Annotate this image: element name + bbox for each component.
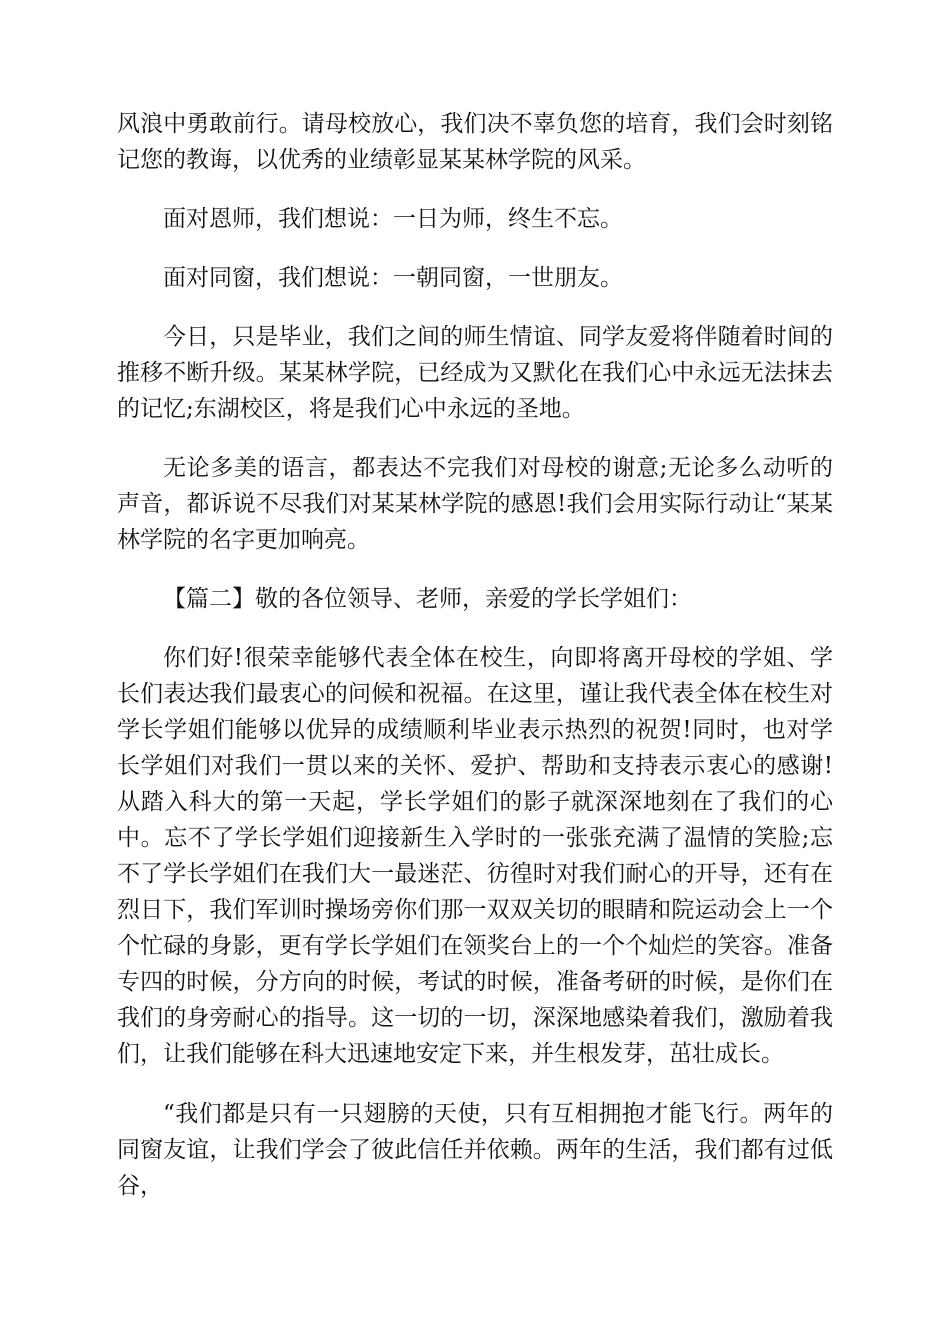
paragraph-classmates: 面对同窗，我们想说：一朝同窗，一世朋友。 — [163, 265, 623, 291]
paragraph-greeting: 你们好!很荣幸能够代表全体在校生，向即将离开母校的学姐、学长们表达我们最衷心的问候和祝福。在这里，谨让我代表全体在校生对学长学姐们能够以优异的成绩顺利毕业表示热烈的祝贺!同时，也对学长学姐们对我们一贯以来的关怀、爱护、帮助和支持表示衷心的感谢!从踏入科大的第一天起，学长学姐们的影子就深深地刻在了我们的心中。忘不了学长学姐们迎接新生入学时的一张张充满了温情的笑脸;忘不了学长学姐们在我们大一最迷茫、彷徨时对我们耐心的开导，还有在烈日下，我们军训时操场旁你们那一双双关切的眼睛和院运动会上一个个忙碌的身影，更有学长学姐们在领奖台上的一个个灿烂的笑容。准备专四的时候，分方向的时候，考试的时候，准备考研的时候，是你们在我们的身旁耐心的指导。这一切的一切，深深地感染着我们，激励着我们，让我们能够在科大迅速地安定下来，并生根发芽，茁壮成长。 — [117, 645, 833, 1067]
paragraph-continued: 风浪中勇敢前行。请母校放心，我们决不辜负您的培育，我们会时刻铭记您的教诲，以优秀的业绩彰显某某林学院的风采。 — [117, 111, 833, 173]
document-body — [117, 106, 833, 1204]
paragraph-teachers: 面对恩师，我们想说：一日为师，终生不忘。 — [163, 206, 623, 232]
paragraph-angels: “我们都是只有一只翅膀的天使，只有互相拥抱才能飞行。两年的同窗友谊，让我们学会了彼此信任并依赖。两年的生活，我们都有过低谷， — [117, 1101, 833, 1199]
paragraph-graduation: 今日，只是毕业，我们之间的师生情谊、同学友爱将伴随着时间的推移不断升级。某某林学院，已经成为又默化在我们心中永远无法抹去的记忆;东湖校区，将是我们心中永远的圣地。 — [117, 324, 833, 422]
paragraph-gratitude: 无论多美的语言，都表达不完我们对母校的谢意;无论多么动听的声音，都诉说不尽我们对某某林学院的感恩!我们会用实际行动让“某某林学院的名字更加响亮。 — [117, 455, 833, 553]
section-heading-part-two: 【篇二】敬的各位领导、老师，亲爱的学长学姐们： — [163, 586, 692, 612]
